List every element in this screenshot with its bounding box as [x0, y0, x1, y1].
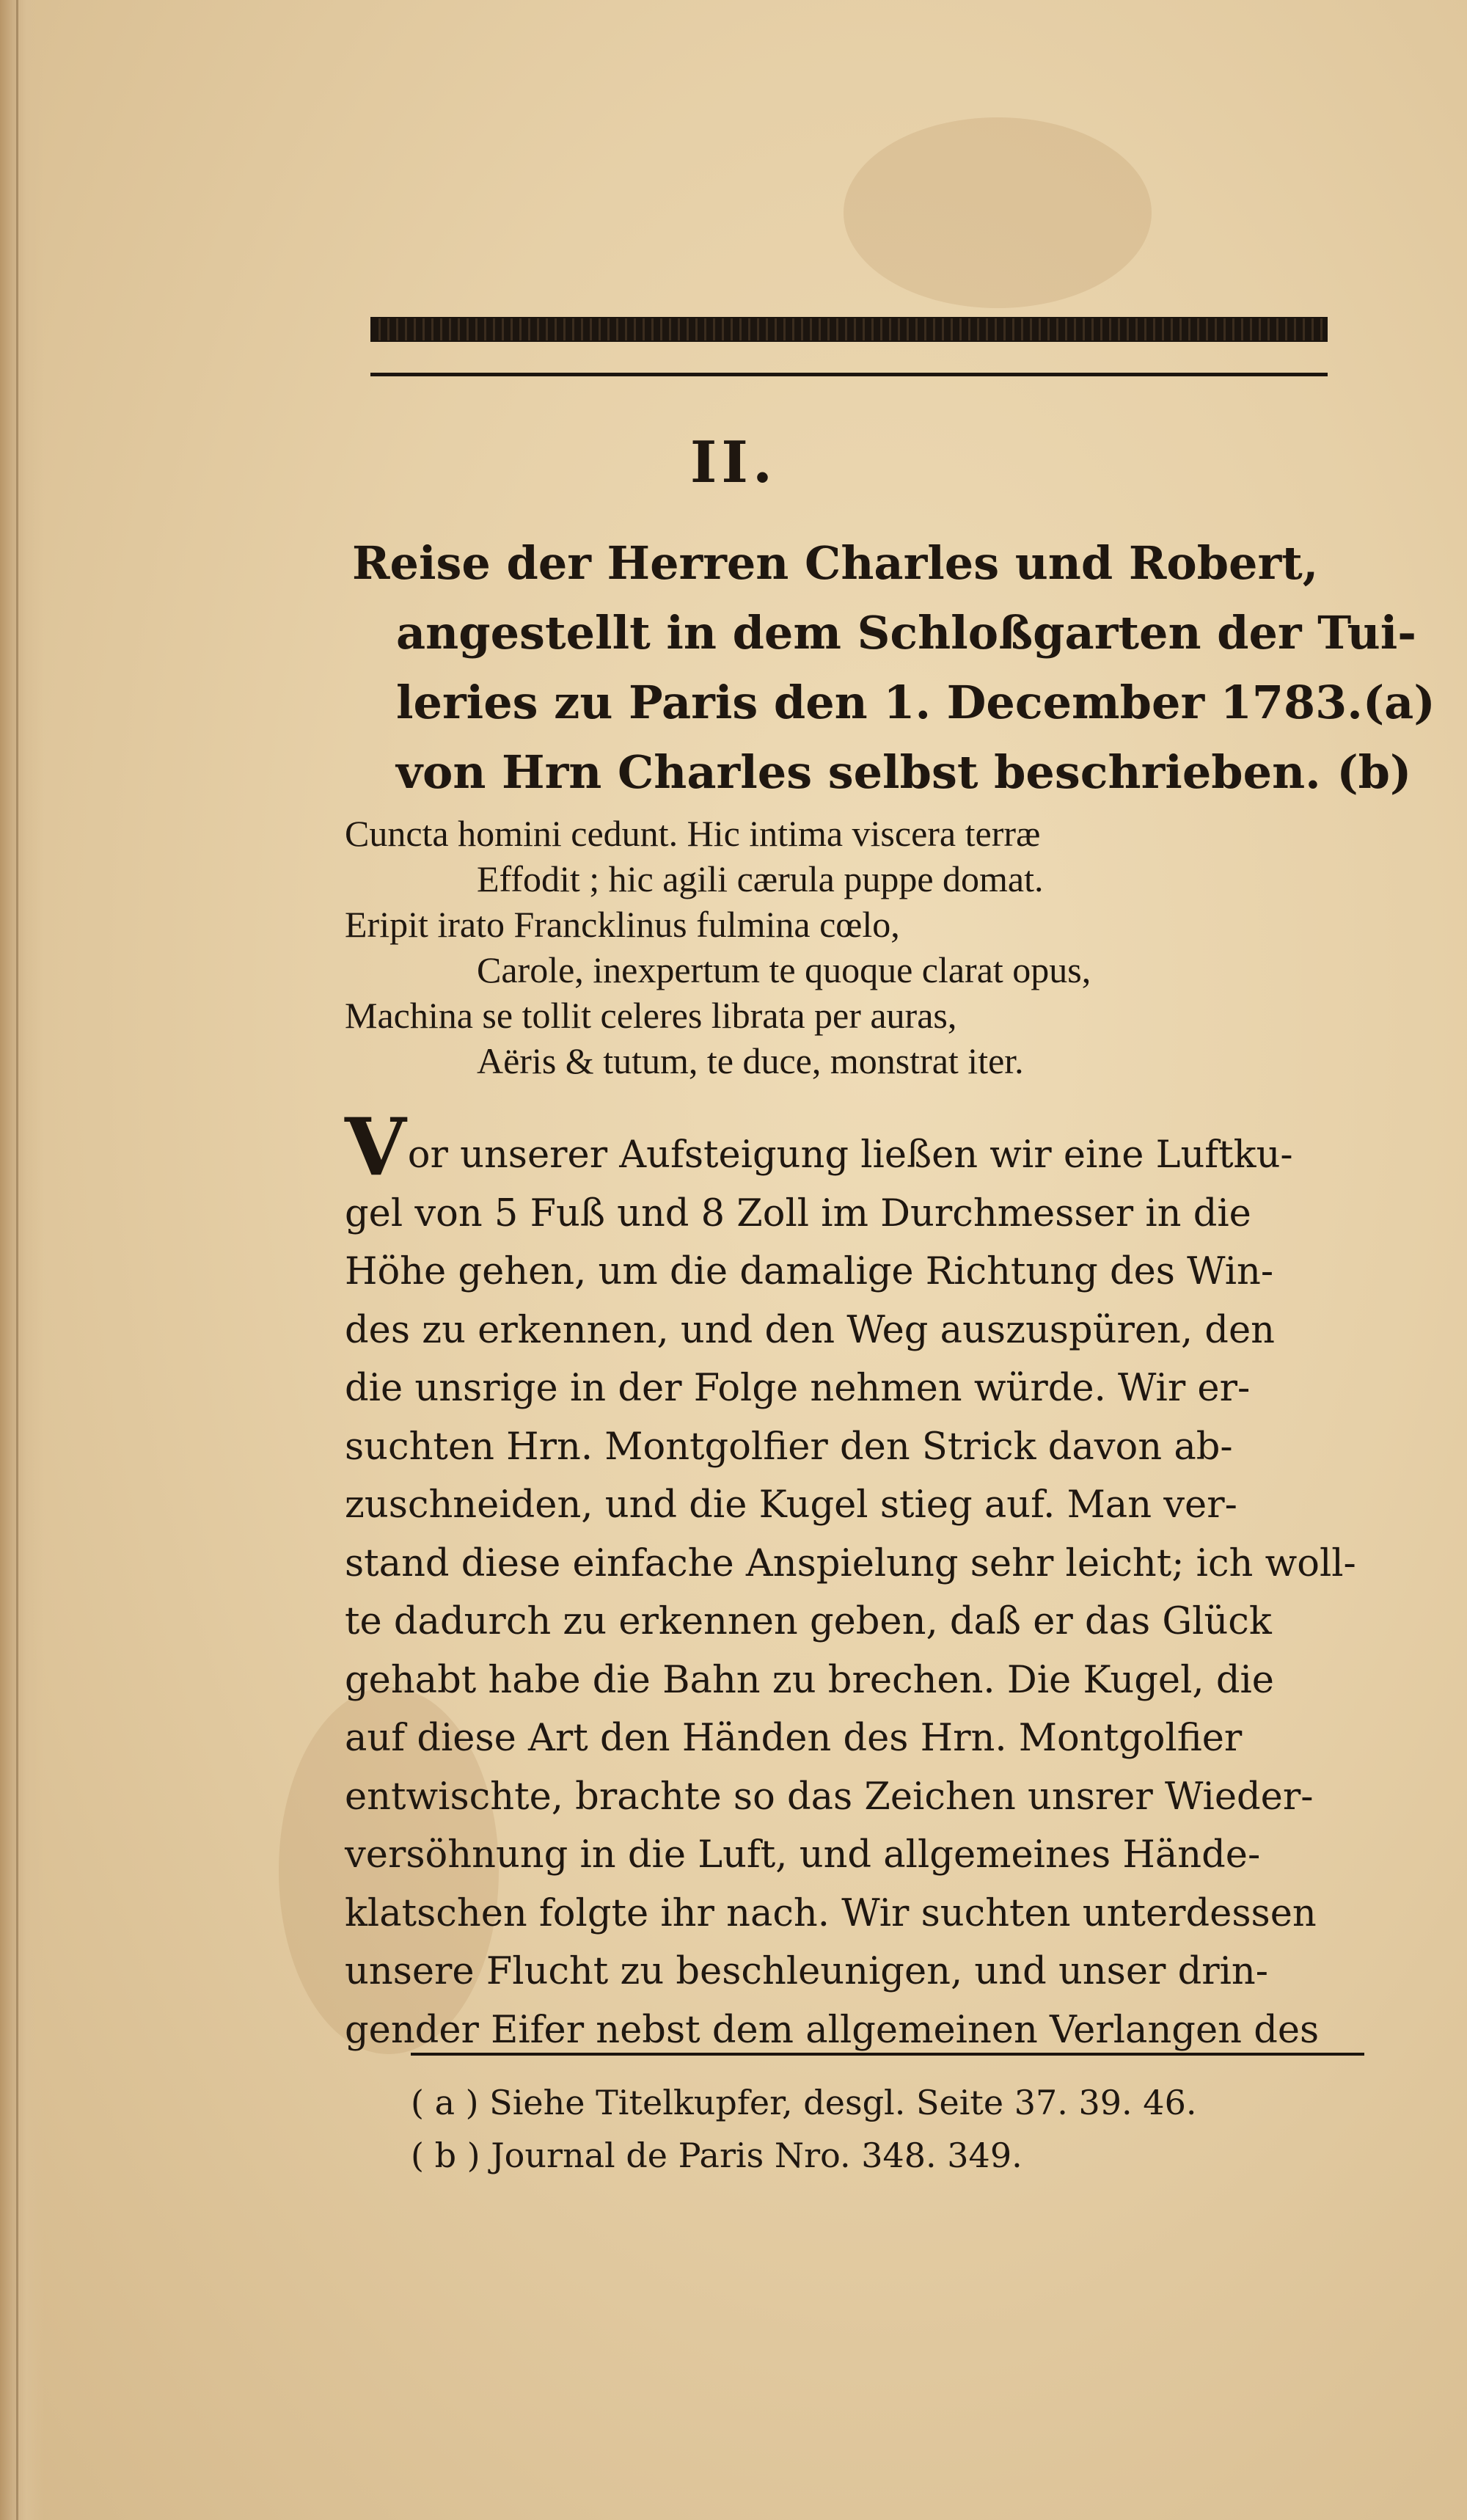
footnote-a: ( a ) Siehe Titelkupfer, desgl. Seite 37. 39. 46. [411, 2083, 1197, 2122]
body-line: gehabt habe die Bahn zu brechen. Die Kugel, die [345, 1658, 1274, 1702]
header-thin-rule [370, 373, 1328, 376]
chapter-title [352, 528, 1435, 807]
title-line: von Hrn Charles selbst beschrieben. (b) [396, 745, 1412, 799]
body-line: Höhe gehen, um die damalige Richtung des Win- [345, 1250, 1274, 1293]
body-line [345, 1101, 1368, 1194]
epigraph-line: Cuncta homini cedunt. Hic intima viscera terræ [345, 813, 1041, 854]
epigraph-line: Eripit irato Francklinus fulmina cœlo, [345, 904, 900, 945]
footnotes [411, 2076, 1364, 2182]
body-line: klatschen folgte ihr nach. Wir suchten unterdessen [345, 1891, 1317, 1935]
title-line: angestellt in dem Schloßgarten der Tui- [396, 606, 1416, 660]
epigraph-line: Aëris & tutum, te duce, monstrat iter. [477, 1040, 1024, 1081]
title-line: Reise der Herren Charles und Robert, [352, 536, 1319, 590]
body-line-text: or unserer Aufsteigung ließen wir eine Luftku- [407, 1133, 1293, 1177]
body-line: gel von 5 Fuß und 8 Zoll im Durchmesser in die [345, 1191, 1251, 1235]
body-line: stand diese einfache Anspielung sehr leicht; ich woll- [345, 1541, 1356, 1585]
epigraph-line: Carole, inexpertum te quoque clarat opus, [477, 949, 1091, 990]
paper-stain [844, 117, 1152, 308]
chapter-number: II. [689, 429, 778, 496]
body-line: entwischte, brachte so das Zeichen unsrer Wieder- [345, 1775, 1314, 1819]
body-text [345, 1101, 1368, 2059]
epigraph-line: Machina se tollit celeres librata per auras, [345, 995, 957, 1036]
body-line: te dadurch zu erkennen geben, daß er das Glück [345, 1600, 1272, 1643]
body-line: unsere Flucht zu beschleunigen, und unser drin- [345, 1950, 1269, 1993]
footnote-rule [411, 2053, 1364, 2056]
body-line: suchten Hrn. Montgolfier den Strick davon ab- [345, 1425, 1233, 1469]
body-line: gender Eifer nebst dem allgemeinen Verlangen des [345, 2008, 1320, 2052]
binding-edge [16, 0, 18, 2520]
body-line: versöhnung in die Luft, und allgemeines Hände- [345, 1833, 1261, 1877]
body-line: des zu erkennen, und den Weg auszuspüren, den [345, 1308, 1275, 1352]
body-line: auf diese Art den Händen des Hrn. Montgolfier [345, 1717, 1243, 1760]
body-line: zuschneiden, und die Kugel stieg auf. Man ver- [345, 1483, 1237, 1527]
latin-epigraph [345, 811, 1372, 1084]
drop-cap: V [345, 1101, 406, 1194]
title-line: leries zu Paris den 1. December 1783.(a) [396, 676, 1435, 729]
body-line: die unsrige in der Folge nehmen würde. Wir er- [345, 1367, 1251, 1410]
footnote-b: ( b ) Journal de Paris Nro. 348. 349. [411, 2136, 1022, 2175]
epigraph-line: Effodit ; hic agili cærula puppe domat. [477, 858, 1044, 899]
page-gutter-shadow [0, 0, 44, 2520]
header-ornament-rule [370, 317, 1328, 342]
